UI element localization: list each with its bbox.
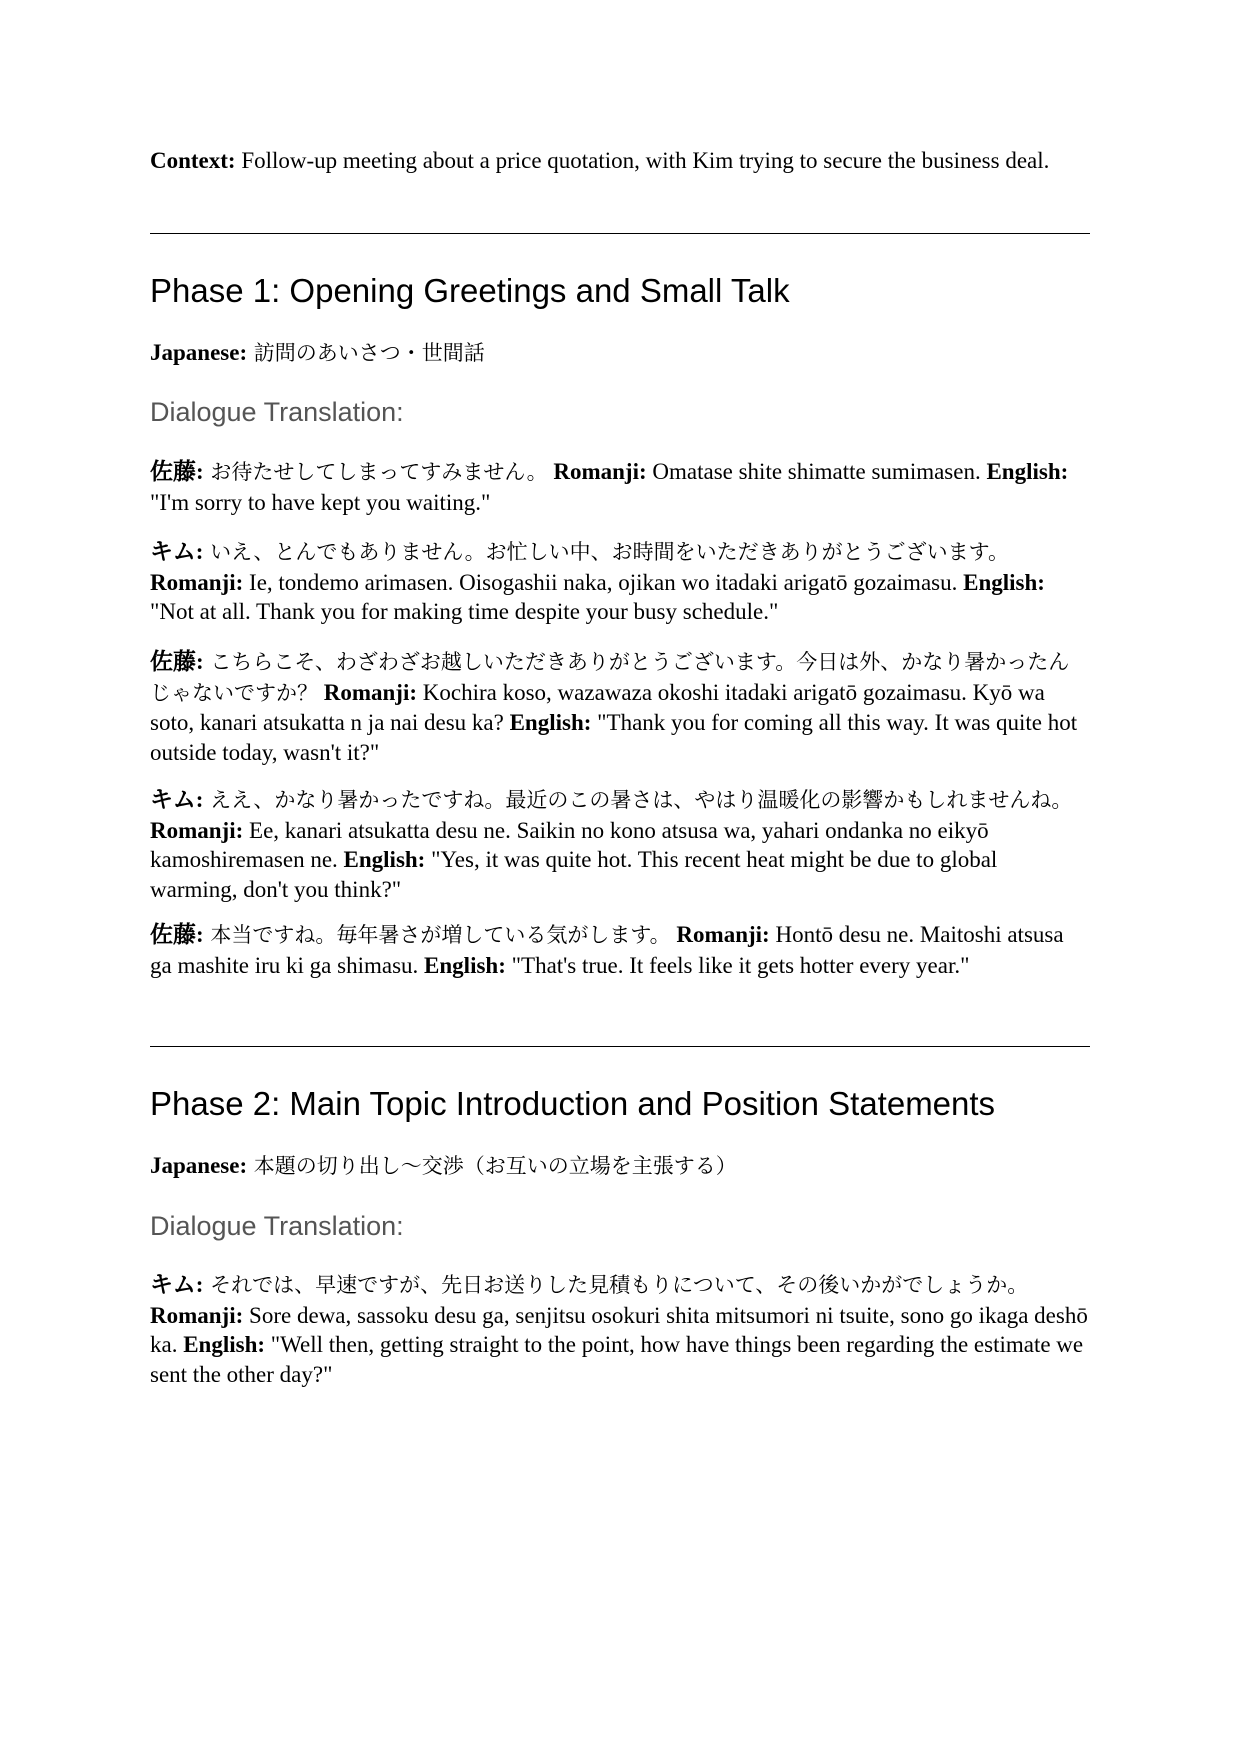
dialogue-line <box>150 1270 1090 1389</box>
romanji-label: Romanji: <box>150 817 244 843</box>
phase-1-title: Phase 1: Opening Greetings and Small Talk <box>150 272 790 309</box>
english-text: "Yes, it was quite hot. This recent heat might be due to global warming, don't you think?" <box>150 847 998 902</box>
japanese-line: お待たせしてしまってすみません。 <box>203 460 548 484</box>
phase-2-title: Phase 2: Main Topic Introduction and Position Statements <box>150 1085 996 1122</box>
romanji-text: Ee, kanari atsukatta desu ne. Saikin no kono atsusa wa, yahari ondanka no eikyō kamoshiremasen ne. <box>150 817 989 872</box>
english-label: English: <box>986 459 1069 484</box>
romanji-label: Romanji: <box>323 679 418 705</box>
romanji-text: Ie, tondemo arimasen. Oisogashii naka, ojikan wo itadaki arigatō gozaimasu. <box>243 569 958 595</box>
speaker-label: 佐藤: <box>150 459 204 484</box>
romanji-text: Kochira koso, wazawaza okoshi itadaki arigatō gozaimasu. Kyō wa soto, kanari atsukatta n ja nai desu ka? <box>150 679 1045 735</box>
english-label: English: <box>183 1332 266 1357</box>
english-text: "That's true. It feels like it gets hotter every year." <box>505 952 970 978</box>
romanji-label: Romanji: <box>150 569 244 595</box>
romanji-text: Hontō desu ne. Maitoshi atsusa ga mashite iru ki ga shimasu. <box>150 922 1064 978</box>
speaker-label: キム: <box>150 539 204 564</box>
english-text: "Not at all. Thank you for making time despite your busy schedule." <box>150 599 779 624</box>
dialogue-line <box>150 647 1090 767</box>
context-text: Follow-up meeting about a price quotation, with Kim trying to secure the business deal. <box>235 148 1050 173</box>
english-text: "I'm sorry to have kept you waiting." <box>150 489 491 515</box>
phase-1-japanese-title <box>150 338 485 368</box>
english-label: English: <box>963 569 1045 595</box>
phase-1-dialogue-heading: Dialogue Translation: <box>150 397 404 427</box>
japanese-label: Japanese: <box>150 340 248 365</box>
romanji-label: Romanji: <box>553 459 647 484</box>
speaker-label: 佐藤: <box>150 649 204 674</box>
japanese-line: ええ、かなり暑かったですね。最近のこの暑さは、やはり温暖化の影響かもしれませんね。 <box>203 788 1073 812</box>
section-divider <box>150 233 1090 234</box>
english-text: "Well then, getting straight to the point, how have things been regarding the estimate we sent the other day?" <box>150 1332 1084 1387</box>
japanese-text: 本題の切り出し〜交渉（お互いの立場を主張する） <box>247 1154 737 1178</box>
speaker-label: キム: <box>150 1272 204 1297</box>
japanese-label: Japanese: <box>150 1153 248 1178</box>
english-label: English: <box>343 847 426 872</box>
japanese-line: 本当ですね。毎年暑さが増している気がします。 <box>203 923 671 947</box>
romanji-label: Romanji: <box>150 1302 244 1328</box>
speaker-label: 佐藤: <box>150 922 204 947</box>
japanese-line: いえ、とんでもありません。お忙しい中、お時間をいただきありがとうございます。 <box>203 540 1009 564</box>
speaker-label: キム: <box>150 787 204 812</box>
romanji-label: Romanji: <box>676 922 770 947</box>
japanese-text: 訪問のあいさつ・世間話 <box>247 341 485 365</box>
english-label: English: <box>509 710 592 735</box>
romanji-text: Omatase shite shimatte sumimasen. <box>646 459 981 484</box>
english-label: English: <box>424 952 506 978</box>
dialogue-line <box>150 920 1090 980</box>
dialogue-line <box>150 785 1090 904</box>
context-label: Context: <box>150 148 236 173</box>
section-divider <box>150 1046 1090 1047</box>
romanji-text: Sore dewa, sassoku desu ga, senjitsu osokuri shita mitsumori ni tsuite, sono go ikaga deshō ka. <box>150 1302 1088 1357</box>
japanese-line: こちらこそ、わざわざお越しいただきありがとうございます。今日は外、かなり暑かったんじゃないですか？ <box>150 650 1070 705</box>
english-text: "Thank you for coming all this way. It was quite hot outside today, wasn't it?" <box>150 710 1078 765</box>
dialogue-line <box>150 537 1090 627</box>
context-paragraph <box>150 146 1090 175</box>
japanese-line: それでは、早速ですが、先日お送りした見積もりについて、その後いかがでしょうか。 <box>203 1273 1029 1297</box>
phase-2-dialogue-heading: Dialogue Translation: <box>150 1211 404 1241</box>
phase-2-japanese-title <box>150 1151 737 1181</box>
dialogue-line <box>150 457 1090 517</box>
